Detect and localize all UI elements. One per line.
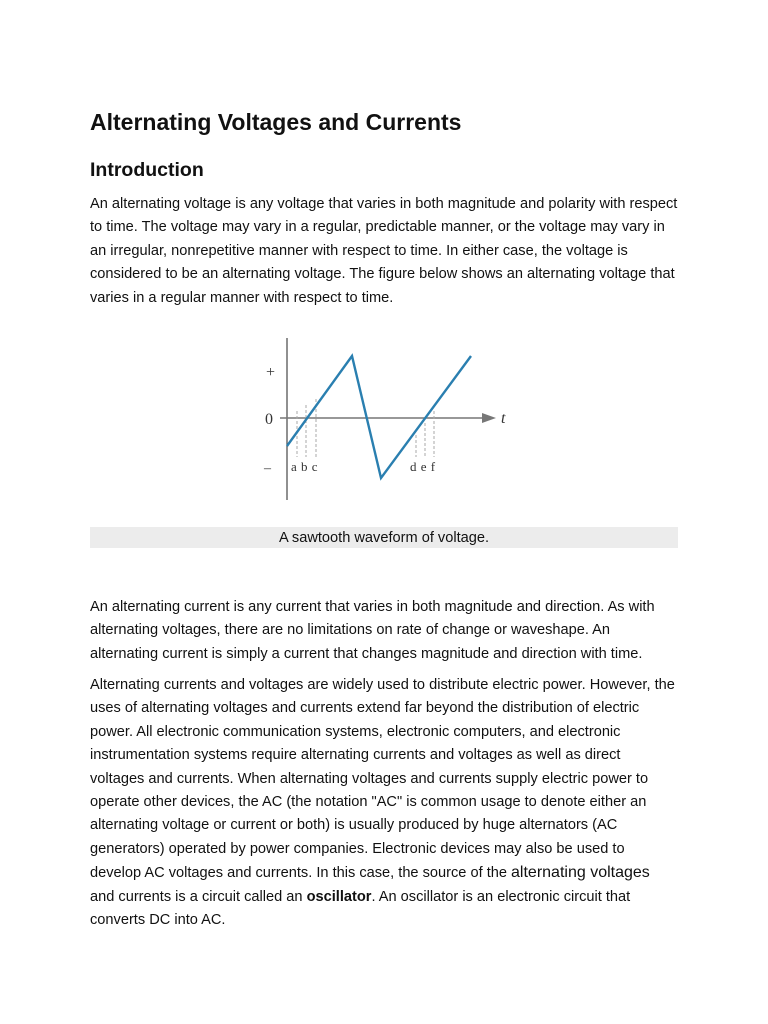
uses-text-1: Alternating currents and voltages are widely used to distribute electric power. However, the uses of alternating voltages and currents extend far beyond the distribution of electric power. All electronic communication systems, electronic computers, and electronic instrumentation systems require alternating currents and voltages as well as direct voltages and currents. When alternating voltages and currents supply electric power to operate other devices, the AC (the notation "AC" is common usage to denote either an alternating voltage or current or both) is usually produced by huge alternators (AC generators) operated by power companies. Electronic devices may also be used to develop AC voltages and currents. In this case, the source of the	[90, 677, 675, 882]
time-axis-arrow	[482, 413, 496, 423]
current-paragraph: An alternating current is any current that varies in both magnitude and direction. As with alternating voltages, there are no limitations on rate of change or waveshape. An alternating current is simply a current that changes magnitude and direction with time.	[90, 599, 655, 662]
uses-text-2: and currents is a circuit called an	[90, 888, 307, 905]
plus-label: +	[266, 364, 276, 381]
uses-text-3: . An oscillator is an electronic circuit that converts DC into AC.	[90, 888, 631, 929]
page-title: Alternating Voltages and Currents	[90, 109, 462, 135]
oscillator-term: oscillator	[306, 888, 372, 905]
zero-label: 0	[265, 411, 273, 428]
minus-label: –	[264, 461, 271, 476]
figure-caption: A sawtooth waveform of voltage.	[90, 527, 678, 548]
time-label: t	[501, 410, 506, 427]
sawtooth-diagram	[260, 335, 520, 505]
uses-paragraph	[90, 674, 678, 932]
markers-abc-label: a b c	[291, 459, 319, 474]
section-heading: Introduction	[90, 159, 204, 181]
sawtooth-figure	[260, 335, 520, 505]
uses-text-highlight: alternating voltages	[511, 864, 650, 882]
markers-def-label: d e f	[410, 459, 436, 474]
intro-paragraph: An alternating voltage is any voltage that varies in both magnitude and polarity with respect to time. The voltage may vary in a regular, predictable manner, or the voltage may vary in an irregular, nonrepetitive manner with respect to time. In either case, the voltage is considered to be an alternating voltage. The figure below shows an alternating voltage that varies in a regular manner with respect to time.	[90, 196, 678, 306]
